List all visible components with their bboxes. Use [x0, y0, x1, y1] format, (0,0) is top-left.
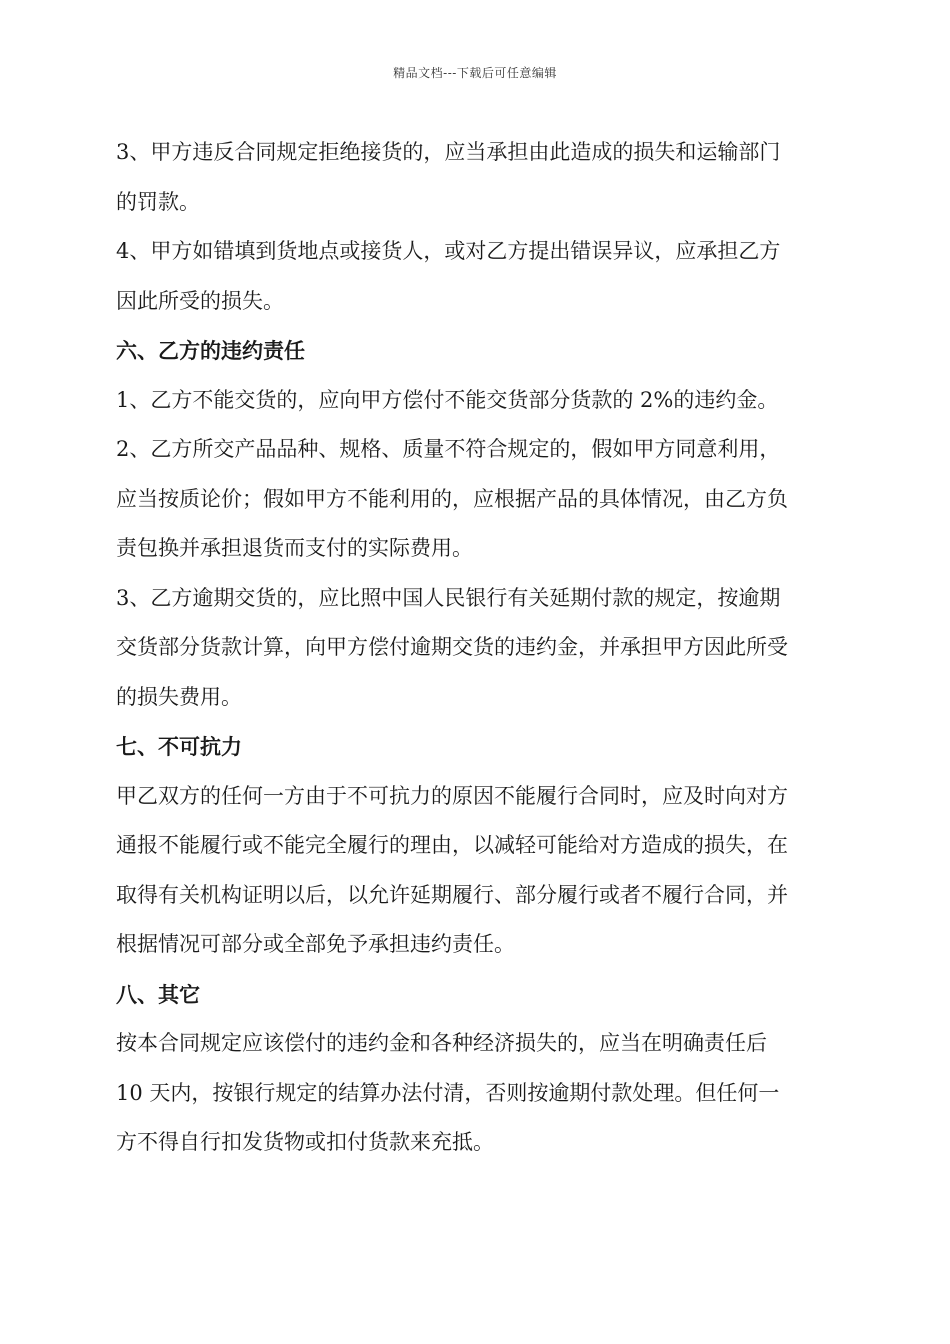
paragraph-line: 2、乙方所交产品品种、规格、质量不符合规定的，假如甲方同意利用，	[116, 437, 781, 461]
section-heading: 六、乙方的违约责任	[116, 338, 305, 363]
paragraph-line: 因此所受的损失。	[116, 288, 284, 313]
page-header: 精品文档---下载后可任意编辑	[393, 66, 557, 80]
paragraph-line: 1、乙方不能交货的，应向甲方偿付不能交货部分货款的 2%的违约金。	[116, 387, 779, 412]
paragraph-line: 取得有关机构证明以后，以允许延期履行、部分履行或者不履行合同，并	[116, 882, 788, 907]
paragraph-line: 通报不能履行或不能完全履行的理由，以减轻可能给对方造成的损失，在	[116, 833, 788, 857]
section-heading: 七、不可抗力	[116, 734, 242, 759]
paragraph-line: 按本合同规定应该偿付的违约金和各种经济损失的，应当在明确责任后	[116, 1031, 767, 1055]
paragraph-line: 交货部分货款计算，向甲方偿付逾期交货的违约金，并承担甲方因此所受	[116, 635, 788, 659]
paragraph-line: 的损失费用。	[116, 684, 242, 709]
paragraph-line: 3、甲方违反合同规定拒绝接货的，应当承担由此造成的损失和运输部门	[116, 140, 781, 164]
section-heading: 八、其它	[116, 981, 200, 1007]
paragraph-line: 4、甲方如错填到货地点或接货人，或对乙方提出错误异议，应承担乙方	[116, 239, 781, 263]
paragraph-line: 甲乙双方的任何一方由于不可抗力的原因不能履行合同时，应及时向对方	[116, 783, 788, 808]
paragraph-line: 方不得自行扣发货物或扣付货款来充抵。	[116, 1130, 494, 1154]
document-body	[116, 128, 838, 1168]
paragraph-line: 3、乙方逾期交货的，应比照中国人民银行有关延期付款的规定，按逾期	[116, 585, 781, 610]
paragraph-line: 根据情况可部分或全部免予承担违约责任。	[116, 932, 515, 956]
paragraph-line: 责包换并承担退货而支付的实际费用。	[116, 536, 473, 560]
paragraph-line: 10 天内，按银行规定的结算办法付清，否则按逾期付款处理。但任何一	[116, 1080, 780, 1105]
paragraph-line: 应当按质论价；假如甲方不能利用的，应根据产品的具体情况，由乙方负	[116, 486, 788, 511]
paragraph-line: 的罚款。	[116, 189, 200, 214]
